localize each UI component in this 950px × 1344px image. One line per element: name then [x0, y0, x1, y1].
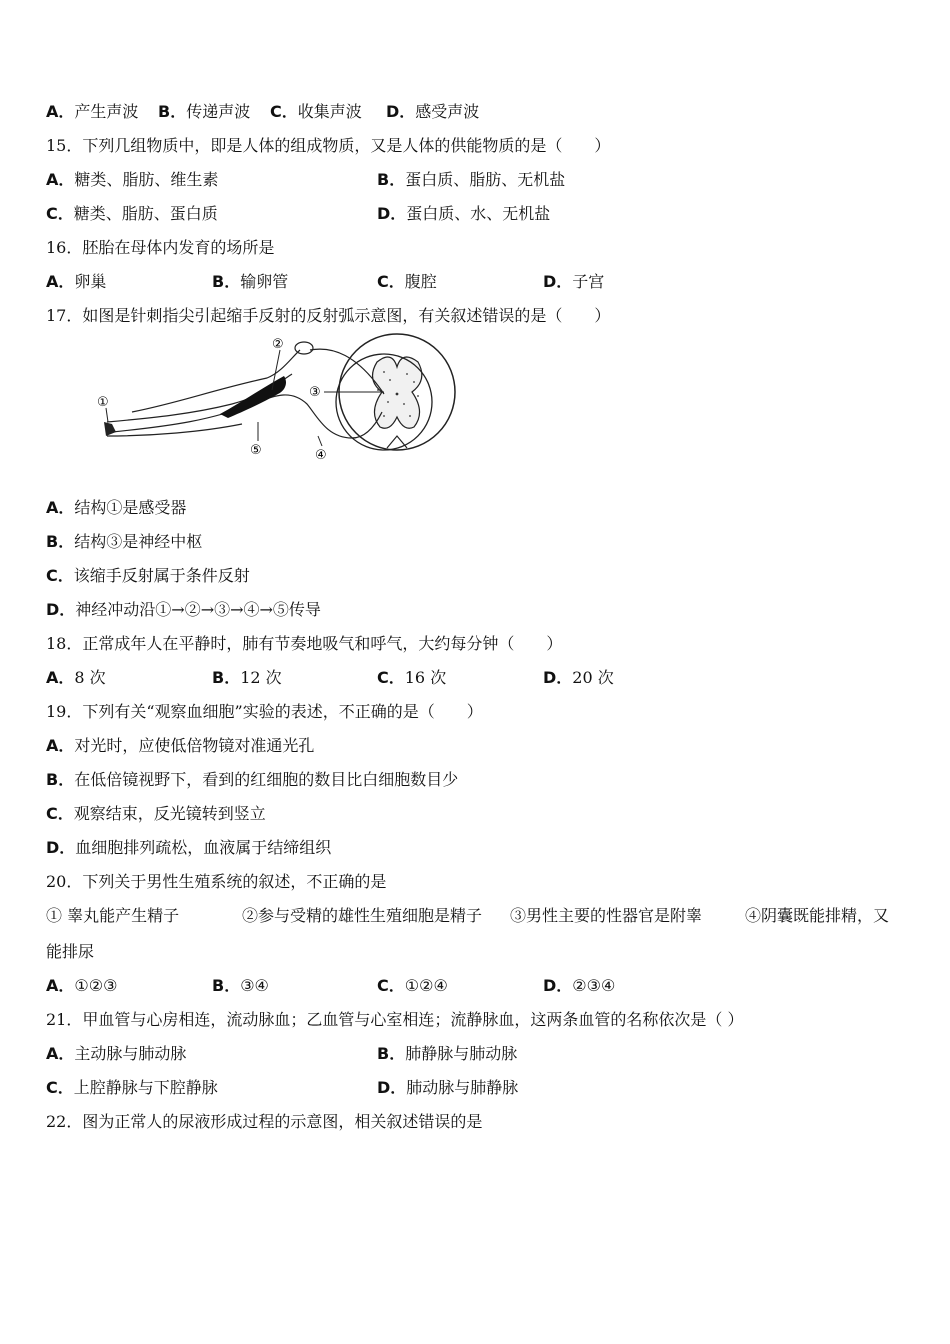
q16-option-b: B．输卵管	[212, 272, 289, 291]
q16-option-c: C．腹腔	[377, 272, 437, 291]
q21-stem: 21．甲血管与心房相连，流动脉血；乙血管与心室相连；流静脉血，这两条血管的名称依次是（ ）	[46, 1010, 744, 1029]
q15-option-b: B．蛋白质、脂肪、无机盐	[377, 170, 566, 189]
q18-stem: 18．正常成年人在平静时，肺有节奏地吸气和呼气，大约每分钟（ ）	[46, 634, 563, 653]
label-1: ①	[97, 395, 109, 410]
q20-option-a: A．①②③	[46, 976, 118, 995]
q20-statement-2: ②参与受精的雄性生殖细胞是精子	[242, 906, 483, 925]
afferent-nerve	[132, 350, 300, 412]
q19-option-b: B．在低倍镜视野下，看到的红细胞的数目比白细胞数目少	[46, 770, 459, 789]
q16-option-d: D．子宫	[543, 272, 605, 291]
q21-option-c: C．上腔静脉与下腔静脉	[46, 1078, 218, 1097]
q16-option-a: A．卵巢	[46, 272, 107, 291]
q22-stem: 22．图为正常人的尿液形成过程的示意图，相关叙述错误的是	[46, 1112, 483, 1131]
q19-option-d: D．血细胞排列疏松，血液属于结缔组织	[46, 838, 332, 857]
q21-option-d: D．肺动脉与肺静脉	[377, 1078, 519, 1097]
q19-option-a: A．对光时，应使低倍物镜对准通光孔	[46, 736, 315, 755]
q20-stem: 20．下列关于男性生殖系统的叙述，不正确的是	[46, 872, 387, 891]
label-2: ②	[272, 337, 284, 352]
q17-option-b: B．结构③是神经中枢	[46, 532, 203, 551]
q14-option-c: C．收集声波	[270, 102, 362, 121]
q14-option-a: A．产生声波	[46, 102, 139, 121]
fingertip-receptor	[104, 422, 116, 436]
muscle-effector	[220, 376, 286, 418]
q19-option-c: C．观察结束，反光镜转到竖立	[46, 804, 266, 823]
q18-option-b: B．12 次	[212, 668, 282, 687]
q21-option-b: B．肺静脉与肺动脉	[377, 1044, 518, 1063]
q21-option-a: A．主动脉与肺动脉	[46, 1044, 187, 1063]
q18-option-d: D．20 次	[543, 668, 614, 687]
q20-statement-cont: 能排尿	[46, 942, 95, 961]
q18-option-a: A．8 次	[46, 668, 106, 687]
q20-statement-3: ③男性主要的性器官是附睾	[510, 906, 703, 925]
q17-option-a: A．结构①是感受器	[46, 498, 187, 517]
q17-stem: 17．如图是针刺指尖引起缩手反射的反射弧示意图，有关叙述错误的是（ ）	[46, 306, 611, 325]
q20-option-b: B．③④	[212, 976, 269, 995]
q15-option-c: C．糖类、脂肪、蛋白质	[46, 204, 218, 223]
q17-option-d: D．神经冲动沿①→②→③→④→⑤传导	[46, 600, 321, 619]
label-5: ⑤	[250, 443, 262, 458]
q20-option-c: C．①②④	[377, 976, 448, 995]
q17-option-c: C．该缩手反射属于条件反射	[46, 566, 250, 585]
q20-option-d: D．②③④	[543, 976, 616, 995]
q15-stem: 15．下列几组物质中，即是人体的组成物质，又是人体的供能物质的是（ ）	[46, 136, 611, 155]
q15-option-a: A．糖类、脂肪、维生素	[46, 170, 219, 189]
reflex-arc-figure	[92, 332, 472, 472]
q15-option-d: D．蛋白质、水、无机盐	[377, 204, 551, 223]
label-4: ④	[315, 448, 327, 463]
q14-option-d: D．感受声波	[386, 102, 480, 121]
q16-stem: 16．胚胎在母体内发育的场所是	[46, 238, 275, 257]
q20-statement-4: ④阴囊既能排精，又	[745, 906, 890, 925]
q14-option-b: B．传递声波	[158, 102, 251, 121]
label-3: ③	[309, 385, 321, 400]
q18-option-c: C．16 次	[377, 668, 447, 687]
q19-stem: 19．下列有关“观察血细胞”实验的表述，不正确的是（ ）	[46, 702, 483, 721]
q20-statement-1: ① 睾丸能产生精子	[46, 906, 180, 925]
